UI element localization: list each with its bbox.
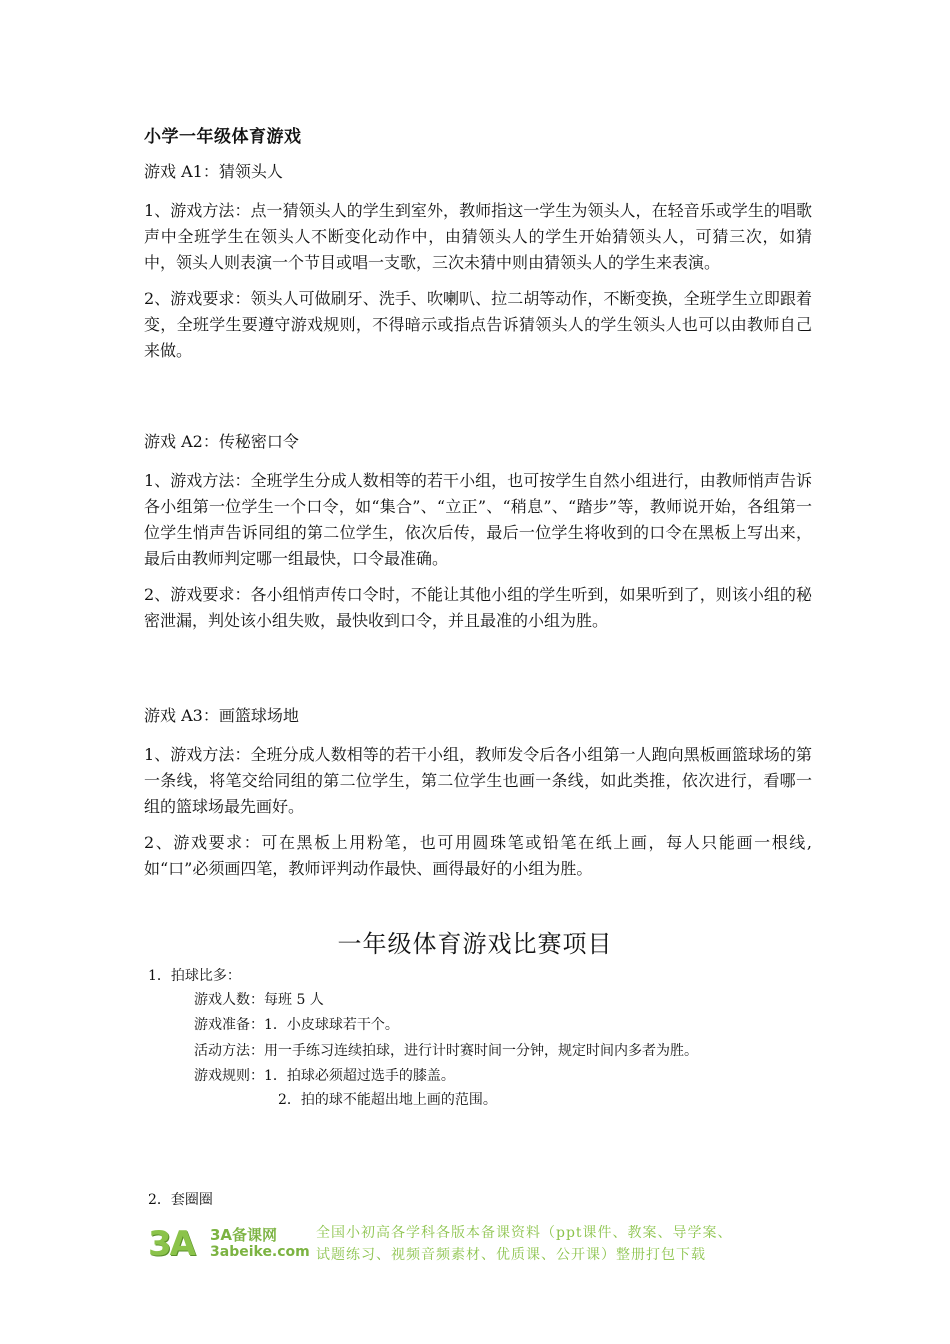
footer-line-1: 全国小初高各学科各版本备课资料（ppt课件、教案、导学案、 [316, 1225, 733, 1241]
competition-heading: 一年级体育游戏比赛项目 [337, 930, 613, 958]
footer-banner [148, 1222, 808, 1270]
item2-title: 2．套圈圈 [148, 1192, 213, 1208]
game-a2 [144, 430, 812, 644]
game-rules: 2、游戏要求：可在黑板上用粉笔，也可用圆珠笔或铅笔在纸上画，每人只能画一根线,如“口”必须画四笔，教师评判动作最快、画得最好的小组为胜。 [144, 833, 812, 878]
game-method: 1、游戏方法：点一猜领头人的学生到室外，教师指这一学生为领头人，在轻音乐或学生的唱歌声中全班学生在领头人不断变化动作中，由猜领头人的学生开始猜领头人，可猜三次，如猜中，领头人则表演一个节目或唱一支歌，三次未猜中则由猜领头人的学生来表演。 [144, 201, 812, 272]
logo-mark: 3A [148, 1224, 194, 1264]
logo-domain: 3abeike.com [210, 1244, 310, 1260]
item1-method: 活动方法：用一手练习连续拍球，进行计时赛时间一分钟，规定时间内多者为胜。 [194, 1043, 698, 1059]
item1-title: 1．拍球比多： [148, 968, 241, 984]
game-rules: 2、游戏要求：领头人可做刷牙、洗手、吹喇叭、拉二胡等动作，不断变换，全班学生立即跟着变，全班学生要遵守游戏规则，不得暗示或指点告诉猜领头人的学生领头人也可以由教师自己来做。 [144, 289, 812, 360]
item1-prep: 游戏准备：1．小皮球球若干个。 [194, 1017, 399, 1033]
game-method: 1、游戏方法：全班学生分成人数相等的若干小组，也可按学生自然小组进行，由教师悄声告诉各小组第一位学生一个口令，如“集合”、“立正”、“稍息”、“踏步”等，教师说开始，各组第一位学生悄声告诉同组的第二位学生，依次后传，最后一位学生将收到的口令在黑板上写出来，最后由教师判定哪一组最快，口令最准确。 [144, 471, 812, 568]
footer-line-2: 试题练习、视频音频素材、优质课、公开课）整册打包下载 [316, 1247, 706, 1263]
item1-rule2: 2．拍的球不能超出地上画的范围。 [278, 1092, 497, 1108]
game-title: 游戏 A3：画篮球场地 [144, 706, 299, 725]
logo-name: 3A备课网 [210, 1226, 278, 1244]
game-a3 [144, 704, 812, 892]
game-a1 [144, 160, 812, 374]
game-title: 游戏 A1：猜领头人 [144, 162, 283, 181]
item1-players: 游戏人数：每班 5 人 [194, 992, 324, 1008]
game-rules: 2、游戏要求：各小组悄声传口令时，不能让其他小组的学生听到，如果听到了，则该小组的秘密泄漏，判处该小组失败，最快收到口令，并且最准的小组为胜。 [144, 585, 812, 630]
game-method: 1、游戏方法：全班分成人数相等的若干小组，教师发令后各小组第一人跑向黑板画篮球场的第一条线，将笔交给同组的第二位学生，第二位学生也画一条线，如此类推，依次进行，看哪一组的篮球场最先画好。 [144, 745, 812, 816]
item1-rule1: 游戏规则：1．拍球必须超过选手的膝盖。 [194, 1068, 455, 1084]
document-title: 小学一年级体育游戏 [144, 127, 302, 147]
footer-text [316, 1222, 816, 1266]
game-title: 游戏 A2：传秘密口令 [144, 432, 299, 451]
